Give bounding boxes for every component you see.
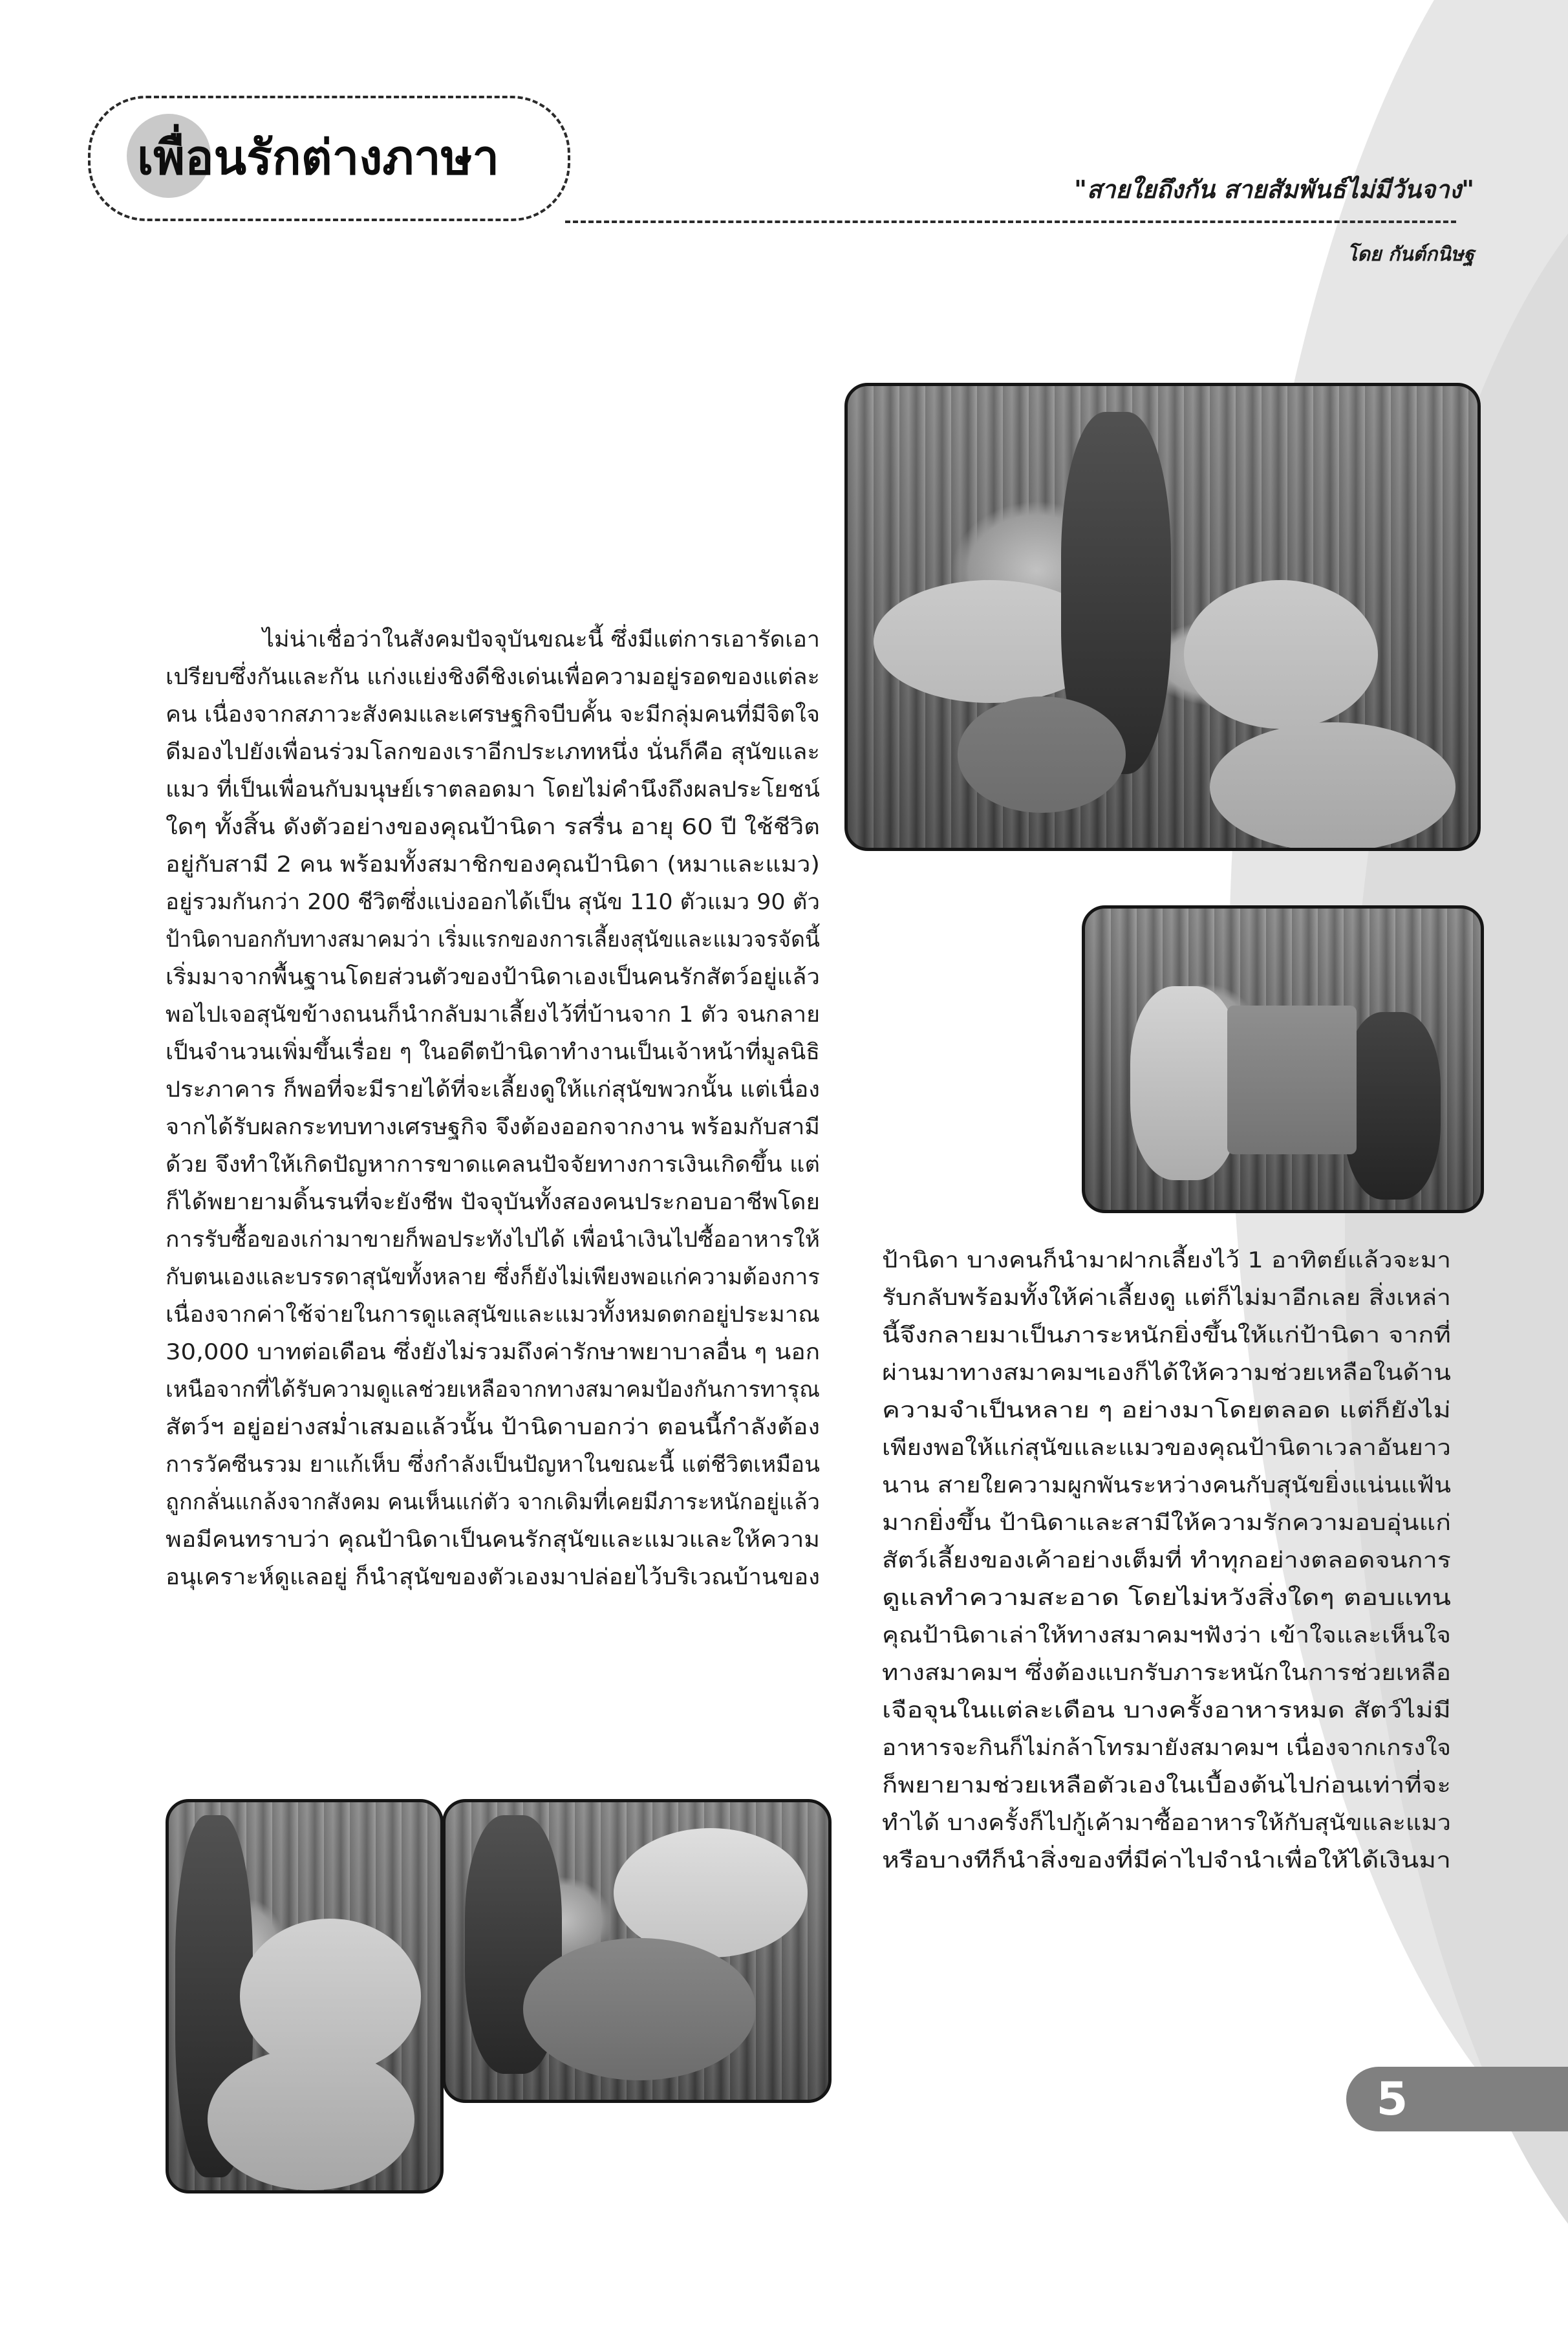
text-line: ดูแลทำความสะอาด โดยไม่หวังสิ่งใดๆ ตอบแทน	[882, 1585, 1451, 1611]
text-line: สัตว์เลี้ยงของเค้าอย่างเต็มที่ ทำทุกอย่างตลอดจนการ	[882, 1547, 1451, 1573]
text-line: ป้านิดา บางคนก็นำมาฝากเลี้ยงไว้ 1 อาทิตย์แล้วจะมา	[882, 1247, 1451, 1273]
text-line: รับกลับพร้อมทั้งให้ค่าเลี้ยงดู แต่ก็ไม่มาอีกเลย สิ่งเหล่า	[882, 1285, 1451, 1311]
text-line: ประภาคาร ก็พอที่จะมีรายได้ที่จะเลี้ยงดูให้แก่สุนัขพวกนั้น แต่เนื่อง	[166, 1077, 820, 1103]
text-line: ป้านิดาบอกกับทางสมาคมว่า เริ่มแรกของการเลี้ยงสุนัขและแมวจรจัดนี้	[166, 927, 820, 953]
article-body-left	[166, 621, 820, 1596]
text-line: ทำได้ บางครั้งก็ไปกู้เค้ามาซื้ออาหารให้กับสุนัขและแมว	[882, 1810, 1451, 1836]
text-line: เนื่องจากค่าใช้จ่ายในการดูแลสุนัขและแมวทั้งหมดตกอยู่ประมาณ	[166, 1302, 820, 1328]
text-line: ไม่น่าเชื่อว่าในสังคมปัจจุบันขณะนี้ ซึ่งมีแต่การเอารัดเอา	[263, 627, 820, 652]
photo-dogs-close	[166, 1799, 444, 2193]
header-divider	[565, 221, 1456, 223]
page-number: 5	[1376, 2073, 1408, 2126]
text-line: อนุเคราะห์ดูแลอยู่ ก็นำสุนัขของตัวเองมาปล่อยไว้บริเวณบ้านของ	[166, 1564, 820, 1590]
text-line: ใดๆ ทั้งสิ้น ดังตัวอย่างของคุณป้านิดา รสรื่น อายุ 60 ปี ใช้ชีวิต	[166, 814, 820, 840]
text-line: หรือบางทีก็นำสิ่งของที่มีค่าไปจำนำเพื่อให้ได้เงินมา	[882, 1848, 1451, 1873]
text-line: พอมีคนทราบว่า คุณป้านิดาเป็นคนรักสุนัขและแมวและให้ความ	[166, 1527, 820, 1553]
text-line: คุณป้านิดาเล่าให้ทางสมาคมฯฟังว่า เข้าใจและเห็นใจ	[882, 1622, 1451, 1648]
text-line: เจือจุนในแต่ละเดือน บางครั้งอาหารหมด สัตว์ไม่มี	[882, 1697, 1451, 1723]
article-body-right	[882, 1242, 1451, 1879]
text-line: เริ่มมาจากพื้นฐานโดยส่วนตัวของป้านิดาเองเป็นคนรักสัตว์อยู่แล้ว	[166, 964, 820, 990]
text-line: สัตว์ฯ อยู่อย่างสม่ำเสมอแล้วนั้น ป้านิดาบอกว่า ตอนนี้กำลังต้อง	[166, 1414, 820, 1440]
text-line: อาหารจะกินก็ไม่กล้าโทรมายังสมาคมฯ เนื่องจากเกรงใจ	[882, 1735, 1451, 1761]
text-line: การวัคซีนรวม ยาแก้เห็บ ซึ่งกำลังเป็นปัญหาในขณะนี้ แต่ชีวิตเหมือน	[166, 1452, 820, 1478]
text-line: มากยิ่งขึ้น ป้านิดาและสามีให้ความรักความอบอุ่นแก่	[882, 1510, 1451, 1536]
section-title: เพื่อนรักต่างภาษา	[137, 130, 500, 186]
text-line: เพียงพอให้แก่สุนัขและแมวของคุณป้านิดาเวลาอันยาว	[882, 1435, 1451, 1461]
text-line: อยู่กับสามี 2 คน พร้อมทั้งสมาชิกของคุณป้านิดา (หมาและแมว)	[166, 852, 820, 878]
text-line: การรับซื้อของเก่ามาขายก็พอประทังไปได้ เพื่อนำเงินไปซื้ออาหารให้	[166, 1227, 820, 1253]
text-line: ทางสมาคมฯ ซึ่งต้องแบกรับภาระหนักในการช่วยเหลือ	[882, 1660, 1451, 1686]
text-line: ด้วย จึงทำให้เกิดปัญหาการขาดแคลนปัจจัยทางการเงินเกิดขึ้น แต่	[166, 1152, 820, 1178]
text-line: เปรียบซึ่งกันและกัน แก่งแย่งชิงดีชิงเด่นเพื่อความอยู่รอดของแต่ละ	[166, 664, 820, 690]
text-line: คน เนื่องจากสภาวะสังคมและเศรษฐกิจบีบคั้น จะมีกลุ่มคนที่มีจิตใจ	[166, 702, 820, 727]
text-line: เหนือจากที่ได้รับความดูแลช่วยเหลือจากทางสมาคมป้องกันการทารุณ	[166, 1377, 820, 1403]
text-line: ถูกกลั่นแกล้งจากสังคม คนเห็นแก่ตัว จากเดิมที่เคยมีภาระหนักอยู่แล้ว	[166, 1489, 820, 1515]
photo-women-feeding	[1082, 905, 1484, 1213]
text-line: เป็นจำนวนเพิ่มขึ้นเรื่อย ๆ ในอดีตป้านิดาทำงานเป็นเจ้าหน้าที่มูลนิธิ	[166, 1039, 820, 1065]
text-line: พอไปเจอสุนัขข้างถนนก็นำกลับมาเลี้ยงไว้ที่บ้านจาก 1 ตัว จนกลาย	[166, 1002, 820, 1028]
text-line: 30,000 บาทต่อเดือน ซึ่งยังไม่รวมถึงค่ารักษาพยาบาลอื่น ๆ นอก	[166, 1339, 820, 1365]
text-line: ความจำเป็นหลาย ๆ อย่างมาโดยตลอด แต่ก็ยังไม่	[882, 1397, 1451, 1423]
text-line: ก็ได้พยายามดิ้นรนที่จะยังชีพ ปัจจุบันทั้งสองคนประกอบอาชีพโดย	[166, 1189, 820, 1215]
text-line: ผ่านมาทางสมาคมฯเองก็ได้ให้ความช่วยเหลือในด้าน	[882, 1360, 1451, 1386]
text-line: อยู่รวมกันกว่า 200 ชีวิตซึ่งแบ่งออกได้เป็น สุนัข 110 ตัวแมว 90 ตัว	[166, 889, 820, 915]
text-line: จากได้รับผลกระทบทางเศรษฐกิจ จึงต้องออกจากงาน พร้อมกับสามี	[166, 1114, 820, 1140]
article-subtitle: "สายใยถึงกัน สายสัมพันธ์ไม่มีวันจาง"	[1074, 175, 1474, 204]
text-line: นี้จึงกลายมาเป็นภาระหนักยิ่งขึ้นให้แก่ป้านิดา จากที่	[882, 1322, 1451, 1348]
text-line: กับตนเองและบรรดาสุนัขทั้งหลาย ซึ่งก็ยังไม่เพียงพอแก่ความต้องการ	[166, 1264, 820, 1290]
photo-dogs-with-owner	[442, 1799, 832, 2103]
article-author: โดย กันต์กนิษฐ	[1347, 243, 1474, 266]
text-line: แมว ที่เป็นเพื่อนกับมนุษย์เราตลอดมา โดยไม่คำนึงถึงผลประโยชน์	[166, 777, 820, 803]
text-line: ดีมองไปยังเพื่อนร่วมโลกของเราอีกประเภทหนึ่ง นั่นก็คือ สุนัขและ	[166, 739, 820, 765]
text-line: นาน สายใยความผูกพันระหว่างคนกับสุนัขยิ่งแน่นแฟ้น	[882, 1472, 1451, 1498]
text-line: ก็พยายามช่วยเหลือตัวเองในเบื้องต้นไปก่อนเท่าที่จะ	[882, 1773, 1451, 1798]
photo-woman-with-dogs	[844, 383, 1481, 851]
